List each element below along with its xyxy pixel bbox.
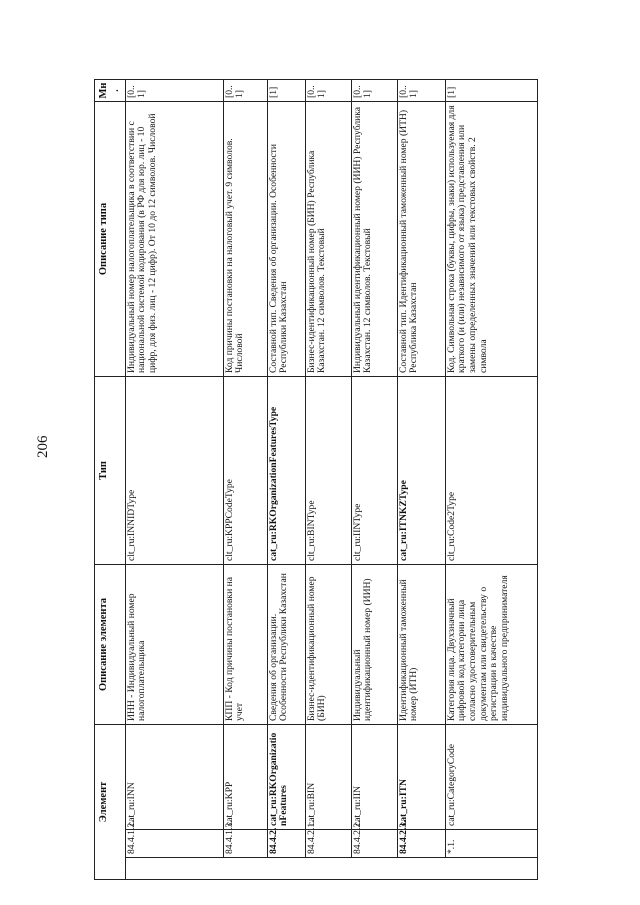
type-name: clt_ru:KPPCodeType <box>223 377 267 565</box>
type-name: clt_ru:BINType <box>305 377 351 565</box>
multiplicity: [0..1] <box>125 80 223 102</box>
row-number: *.1. <box>445 830 537 858</box>
row-number: 84.4.2. <box>267 830 305 858</box>
table-row <box>223 80 267 880</box>
element-description: Сведения об организации. Особенности Республики Казахстан <box>267 565 305 725</box>
element-description: Индивидуальный идентификационный номер (ИИН) <box>351 565 397 725</box>
element-table <box>94 79 538 880</box>
header-type: Тип <box>95 377 126 565</box>
type-description: Индивидуальный идентификационный номер (ИИН) Республика Казахстан. 12 символов. Текстовый <box>351 102 397 377</box>
table-row <box>397 80 445 880</box>
table-header-row <box>95 80 126 880</box>
element-name: cat_ru:CategoryCode <box>445 725 537 830</box>
element-name: cat_ru:IIN <box>351 725 397 830</box>
type-name: cat_ru:RKOrganizationFeaturesType <box>267 377 305 565</box>
table-row <box>305 80 351 880</box>
type-description: Код причины постановки на налоговый учет. 9 символов. Числовой <box>223 102 267 377</box>
element-name: cat_ru:BIN <box>305 725 351 830</box>
table-row <box>267 80 305 880</box>
element-name: cat_ru:ITN <box>397 725 445 830</box>
element-description: Идентификационный таможенный номер (ИТН) <box>397 565 445 725</box>
table-row <box>445 80 537 880</box>
element-name: cat_ru:KPP <box>223 725 267 830</box>
multiplicity: [1] <box>445 80 537 102</box>
type-description: Составной тип. Идентификационный таможенный номер (ИТН) Республика Казахстан <box>397 102 445 377</box>
multiplicity: [1] <box>267 80 305 102</box>
multiplicity: [0..1] <box>397 80 445 102</box>
header-type-description: Описание типа <box>95 102 126 377</box>
row-number: 84.4.1.3. <box>223 830 267 858</box>
type-description: Бизнес-идентификационный номер (БИН) Республика Казахстан. 12 символов. Текстовый <box>305 102 351 377</box>
element-description: ИНН - Индивидуальный номер налогоплательщика <box>125 565 223 725</box>
type-name: cat_ru:ITNKZType <box>397 377 445 565</box>
multiplicity: [0..1] <box>305 80 351 102</box>
table-row <box>351 80 397 880</box>
element-description: КПП - Код причины постановки на учет <box>223 565 267 725</box>
row-number: 84.4.2.2. <box>351 830 397 858</box>
header-element-description: Описание элемента <box>95 565 126 725</box>
indent-cell <box>125 858 537 880</box>
type-description: Код. Символьная строка (буквы, цифры, знаки) используемая для краткого (и (или) независимого от языка) представления или замены определенных значений или текстовых свойств. 2 символа <box>445 102 537 377</box>
row-number: 84.4.2.1. <box>305 830 351 858</box>
type-description: Индивидуальный номер налогоплательщика в соответствии с национальной системой кодирования (в РФ для юр. лиц - 10 цифр, для физ. лиц - 12 цифр). От 10 до 12 символов. Числовой <box>125 102 223 377</box>
element-description: Категория лица. Двухзначный цифровой код категории лица согласно удостоверительным документам или свидетельству о регистрации в качестве индивидуального предпринимателя <box>445 565 537 725</box>
page-number: 206 <box>35 435 51 458</box>
element-name: cat_ru:INN <box>125 725 223 830</box>
header-element: Элемент <box>95 725 126 880</box>
table-row <box>125 80 223 880</box>
row-number: 84.4.2.3. <box>397 830 445 858</box>
row-number: 84.4.1.2. <box>125 830 223 858</box>
multiplicity: [0..1] <box>223 80 267 102</box>
type-description: Составной тип. Сведения об организации. Особенности Республики Казахстан <box>267 102 305 377</box>
element-name: cat_ru:RKOrganizationFeatures <box>267 725 305 830</box>
rotated-table-wrapper <box>94 80 524 880</box>
type-name: clt_ru:INNIDType <box>125 377 223 565</box>
header-multiplicity: Мн. <box>95 80 126 102</box>
type-name: clt_ru:IINType <box>351 377 397 565</box>
multiplicity: [0..1] <box>351 80 397 102</box>
type-name: clt_ru:Code2Type <box>445 377 537 565</box>
element-description: Бизнес-идентификационный номер (БИН) <box>305 565 351 725</box>
